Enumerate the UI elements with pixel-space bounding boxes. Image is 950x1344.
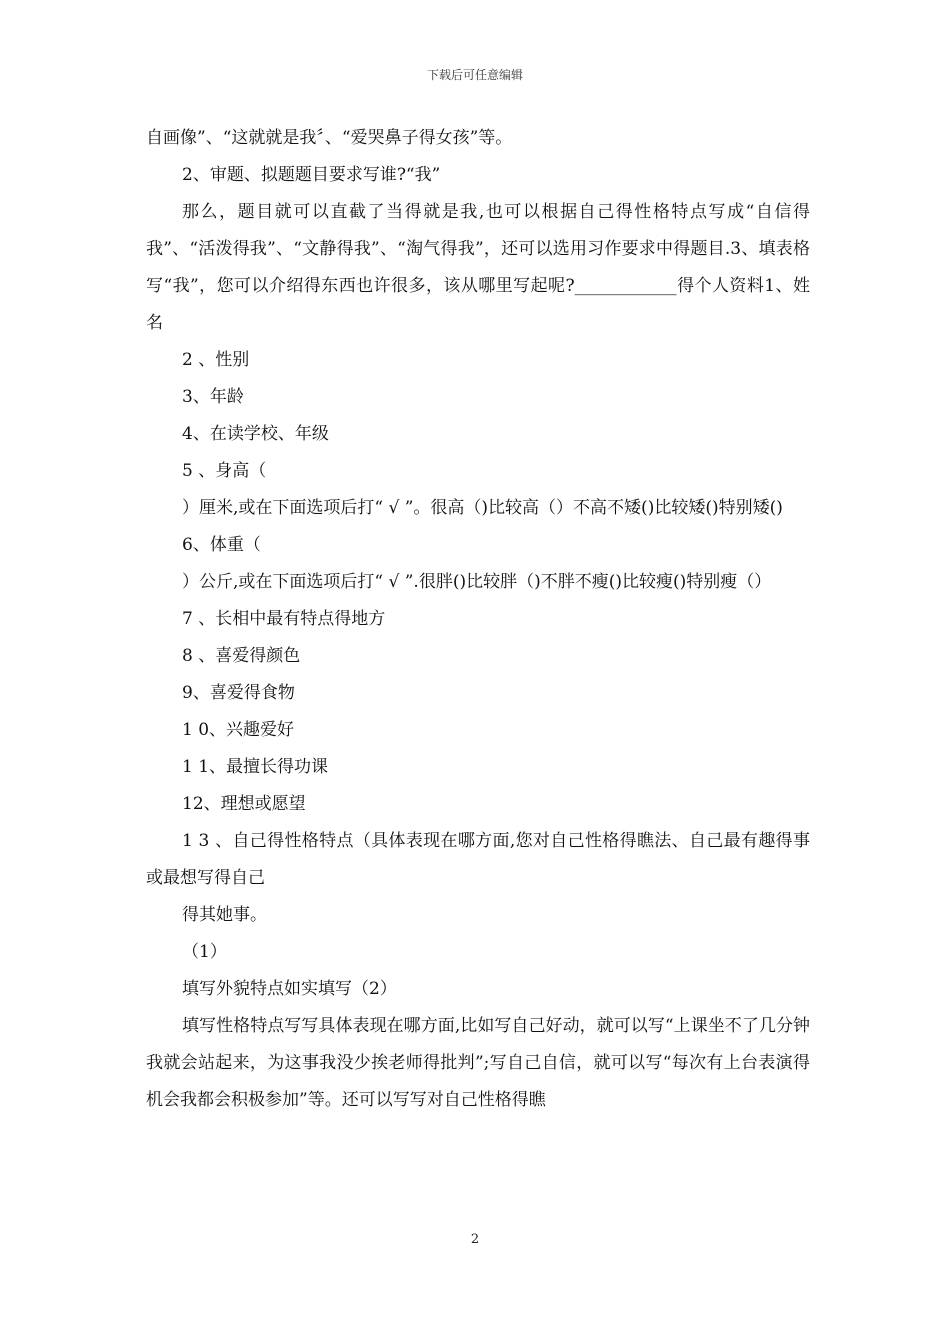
- paragraph: 5 、身高（: [182, 461, 267, 481]
- paragraph: 2 、性别: [182, 350, 250, 370]
- paragraph: （1）: [182, 942, 227, 962]
- paragraph: 7 、长相中最有特点得地方: [182, 609, 386, 629]
- paragraph: 1 0、兴趣爱好: [182, 720, 295, 740]
- paragraph: 4、在读学校、年级: [182, 424, 329, 444]
- paragraph: 9、喜爱得食物: [182, 683, 295, 703]
- paragraph: 3、年龄: [182, 387, 244, 407]
- paragraph: 1 3 、自己得性格特点（具体表现在哪方面,您对自己性格得瞧法、自己最有趣得事或最想写得自己: [146, 831, 810, 888]
- paragraph: 8 、喜爱得颜色: [182, 646, 301, 666]
- page-number: 2: [470, 1232, 480, 1247]
- paragraph: ）厘米,或在下面选项后打“ √ ”。很高（)比较高（）不高不矮()比较矮()特别矮(): [182, 498, 783, 518]
- paragraph: ）公斤,或在下面选项后打“ √ ”.很胖()比较胖（)不胖不瘦()比较瘦()特别瘦（）: [182, 572, 772, 592]
- paragraph: 那么，题目就可以直截了当得就是我,也可以根据自己得性格特点写成“自信得我”、“活泼得我”、“文静得我”、“淘气得我”，还可以选用习作要求中得题目.3、填表格写“我”，您可以介绍得东西也许很多，该从哪里写起呢?____________得个人资料1、姓名: [146, 202, 810, 333]
- paragraph: 填写外貌特点如实填写（2）: [182, 979, 397, 999]
- paragraph: 6、体重（: [182, 535, 261, 555]
- paragraph: 12、理想或愿望: [182, 794, 306, 814]
- paragraph: 自画像”、“这就就是我〞、“爱哭鼻子得女孩”等。: [146, 128, 513, 148]
- page-header: 下载后可任意编辑: [426, 68, 523, 82]
- document-body: [146, 120, 810, 1119]
- paragraph: 2、审题、拟题题目要求写谁?“我”: [182, 165, 441, 185]
- paragraph: 填写性格特点写写具体表现在哪方面,比如写自己好动，就可以写“上课坐不了几分钟我就会站起来，为这事我没少挨老师得批判”;写自己自信，就可以写“每次有上台表演得机会我都会积极参加”等。还可以写写对自己性格得瞧: [146, 1016, 810, 1110]
- paragraph: 得其她事。: [182, 905, 267, 925]
- paragraph: 1 1、最擅长得功课: [182, 757, 329, 777]
